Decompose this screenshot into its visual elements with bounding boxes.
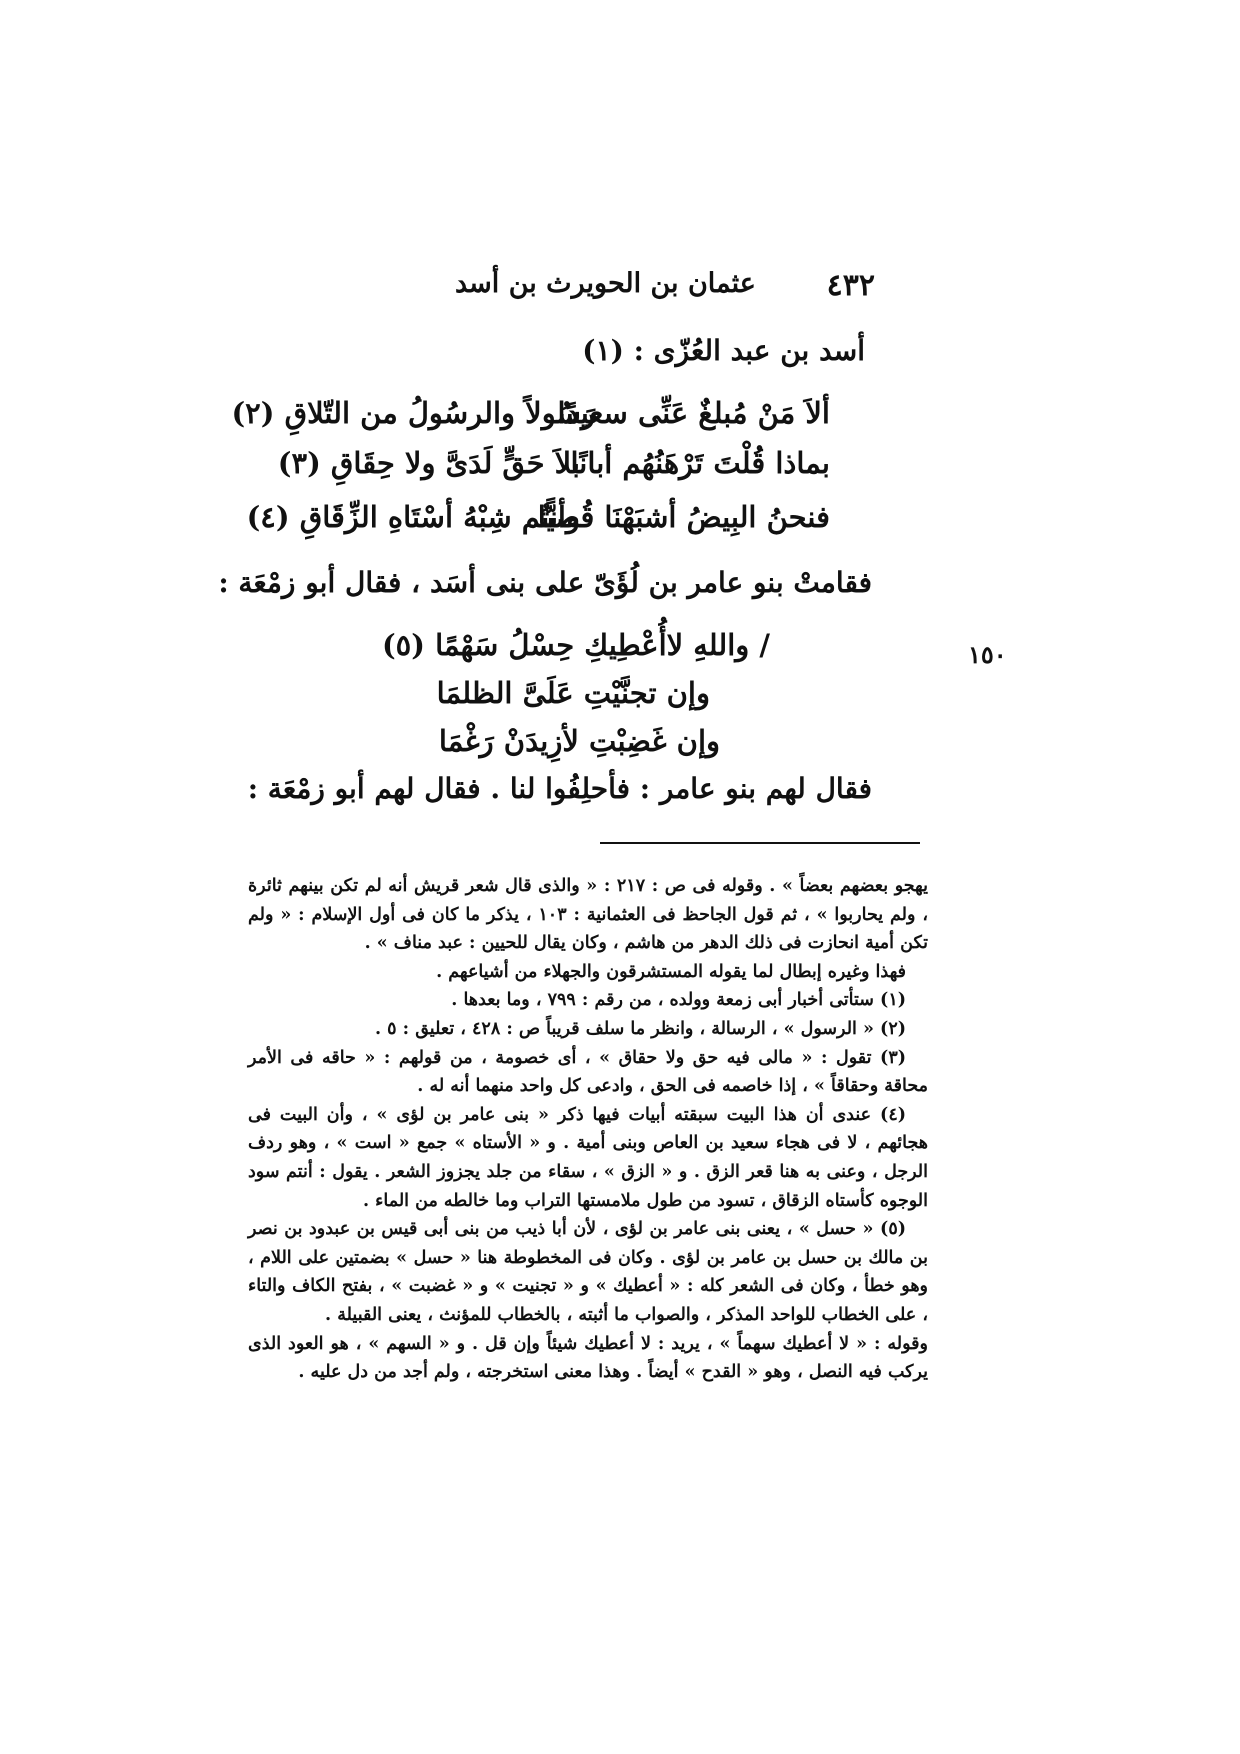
- footnote-continuation: يهجو بعضهم بعضاً » . وقوله فى ص : ٢١٧ : « والذى قال شعر قريش أنه لم تكن بينهم ثائرة ، ولم يحاربوا » ، ثم قول الجاحظ فى العثمانية : ١٠٣ ، يذكر ما كان فى أول الإسلام : « ولم تكن أمية انحازت فى ذلك الدهر من هاشم ، وكان يقال للحيين : عبد مناف » .: [248, 876, 928, 954]
- footnote-3: (٣) تقول : « مالى فيه حق ولا حقاق » ، أى خصومة ، من قولهم : « حاقه فى الأمر محاقة وحقاقاً » ، إذا خاصمه فى الحق ، وادعى كل واحد منهما أنه له .: [248, 1047, 928, 1097]
- footnote-5: (٥) « حسل » ، يعنى بنى عامر بن لؤى ، لأن أبا ذيب من بنى أبى قيس بن عبدود بن نصر بن مالك بن حسل بن عامر بن لؤى . وكان فى المخطوطة هنا « حسل » بضمتين على اللام ، وهو خطأ ، وكان فى الشعر كله : « أعطيك » و « تجنيت » و « غضبت » ، بفتح الكاف والتاء ، على الخطاب للواحد المذكر ، والصواب ما أثبته ، بالخطاب للمؤنث ، يعنى القبيلة .: [248, 1219, 928, 1325]
- narrative-line: فقامتْ بنو عامر بن لُؤَىّ على بنى أسَد ، فقال أبو زمْعَة :: [218, 566, 872, 599]
- verse-2-second-hemistich: بلاَ حَقٍّ لَدَىَّ ولا حِقَاقِ (٣): [277, 446, 580, 480]
- running-title: عثمان بن الحويرث بن أسد: [455, 268, 756, 299]
- narrative-line: فقال لهم بنو عامر : فأحلِفُوا لنا . فقال لهم أبو زمْعَة :: [247, 772, 872, 805]
- footnotes: [248, 872, 928, 1387]
- verse-1-first-hemistich: ألاَ مَنْ مُبلغٌ عَنِّى سعيدًا: [557, 396, 830, 430]
- footnote-continuation: فهذا وغيره إبطال لما يقوله المستشرقون والجهلاء من أشياعهم .: [436, 961, 906, 982]
- verse-3-second-hemistich: وأنتُم شِبْهُ أسْتَاهِ الزِّقَاقِ (٤): [246, 500, 580, 534]
- verse-1-second-hemistich: رَسُولاً والرسُولُ من التّلاقِ (٢): [231, 396, 595, 430]
- footnote-4: (٤) عندى أن هذا البيت سبقته أبيات فيها ذكر « بنى عامر بن لؤى » ، وأن البيت فى هجائهم ، لا فى هجاء سعيد بن العاص وبنى أمية . و « الأستاه » جمع « است » ، وهو ردف الرجل ، وعنى به هنا قعر الزق . و « الزق » ، سقاء من جلد يجزوز الشعر . يقول : أنتم سود الوجوه كأستاه الزقاق ، تسود من طول ملامستها التراب وما خالطه من الماء .: [248, 1104, 928, 1211]
- footnote-5-continuation: وقوله : « لا أعطيك سهماً » ، يريد : لا أعطيك شيئاً وإن قل . و « السهم » ، هو العود الذى يركب فيه النصل ، وهو « القدح » أيضاً . وهذا معنى استخرجته ، ولم أجد من دل عليه .: [248, 1333, 928, 1383]
- margin-number: ١٥٠: [968, 640, 1007, 669]
- rajaz-line: وإن تجنَّيْتِ عَلَىَّ الظلمَا: [436, 676, 710, 710]
- page-number: ٤٣٢: [826, 268, 875, 303]
- verse-2-first-hemistich: بماذا قُلْتَ تَرْهَنُهُم أبانًا: [570, 446, 830, 480]
- footnote-separator: [600, 842, 920, 844]
- footnote-1: (١) ستأتى أخبار أبى زمعة وولده ، من رقم : ٧٩٩ ، وما بعدها .: [451, 990, 906, 1011]
- page-header: [455, 268, 875, 318]
- rajaz-line: وإن غَضِبْتِ لأزِيدَنْ رَغْمَا: [438, 724, 720, 758]
- intro-line: أسد بن عبد العُزّى : (١): [582, 334, 865, 367]
- rajaz-line: / واللهِ لاأُعْطِيكِ حِسْلُ سَهْمًا (٥): [381, 628, 770, 662]
- verse-3-first-hemistich: فنحنُ البِيضُ أشبَهْنَا قُصيًّا: [537, 500, 830, 534]
- footnote-2: (٢) « الرسول » ، الرسالة ، وانظر ما سلف قريباً ص : ٤٢٨ ، تعليق : ٥ .: [374, 1018, 906, 1039]
